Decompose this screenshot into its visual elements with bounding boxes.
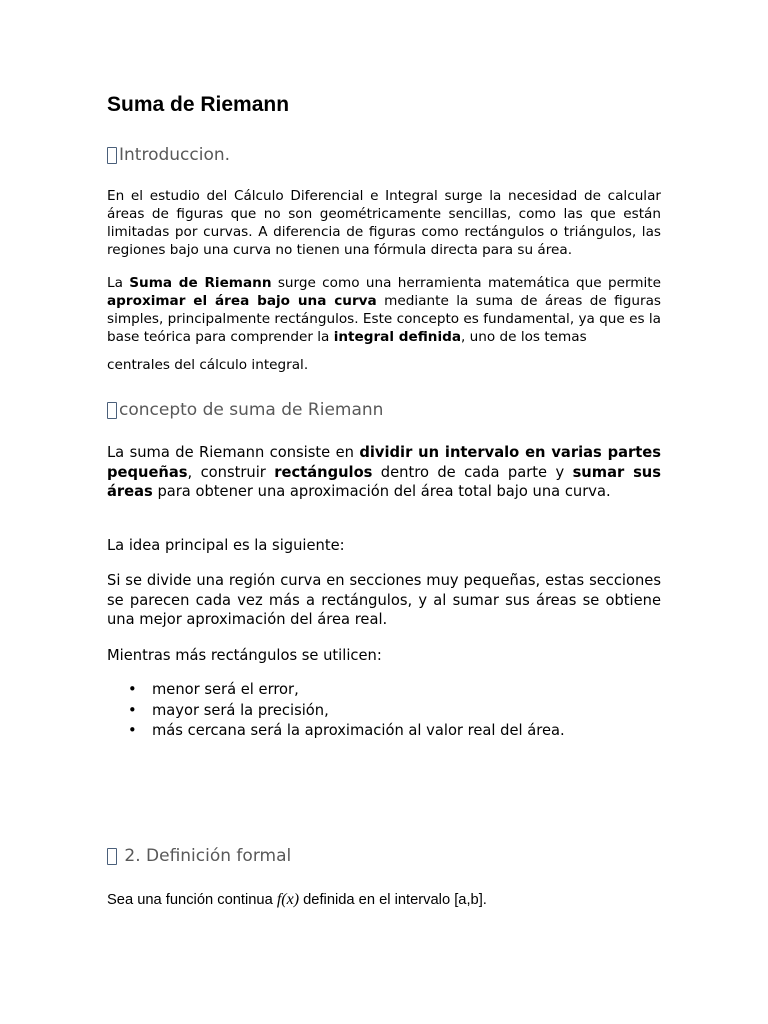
intro-paragraph-1: En el estudio del Cálculo Diferencial e Integral surge la necesidad de calcular áreas de figuras que no son geométricamente sencillas, como las que están limitadas por curvas. A diferencia de figuras como rectángulos o triángulos, las regiones bajo una curva no tienen una fórmula directa para su área. [107,188,661,258]
document-title: Suma de Riemann [107,93,290,116]
missing-glyph-icon [107,147,117,164]
emphasis-sumar-areas: sumar sus áreas [107,463,662,501]
list-item-text: mayor será la precisión, [152,701,329,719]
text-run: La [107,275,130,291]
bullet-icon: • [128,722,137,739]
concept-paragraph-4: Mientras más rectángulos se utilicen: [107,647,382,664]
section-heading-label: concepto de suma de Riemann [119,400,384,420]
missing-glyph-icon [107,848,117,865]
text-run: , construir [187,463,275,481]
emphasis-dividir-intervalo: dividir un intervalo en varias partes pequeñas [107,444,661,481]
list-item-text: más cercana será la aproximación al valor real del área. [152,722,565,739]
bullet-icon: • [128,701,137,719]
text-run: surge como una herramienta matemática que permite [271,275,662,291]
text-run: , uno de los temas [461,329,587,345]
list-item-text: menor será el error, [152,681,299,698]
section-heading-introduccion [107,143,230,167]
text-run: Sea una función continua [107,892,277,908]
concept-paragraph-2: La idea principal es la siguiente: [107,537,345,554]
precision-bullet-list [107,680,661,742]
text-run: dentro de cada parte y [372,463,573,481]
emphasis-suma-de-riemann: Suma de Riemann [129,275,272,291]
intro-paragraph-2-continuation: centrales del cálculo integral. [107,357,309,373]
text-run: para obtener una aproximación del área total bajo una curva. [152,483,611,501]
missing-glyph-icon [107,402,117,419]
list-item [107,721,661,742]
text-run: La suma de Riemann consiste en [107,444,360,461]
intro-paragraph-2 [107,274,661,346]
definition-paragraph [107,890,487,910]
emphasis-aproximar-area: aproximar el área bajo una curva [107,293,377,309]
section-heading-definicion-formal [107,844,291,868]
concept-paragraph-1 [107,443,661,502]
text-run: definida en el intervalo [a,b]. [299,892,487,908]
list-item [107,680,661,701]
section-heading-label: Introduccion. [119,145,231,165]
emphasis-rectangulos: rectángulos [274,463,373,481]
list-item [107,701,661,722]
text-run: mediante la suma de áreas de figuras simples, principalmente rectángulos. Este concepto es fundamental, ya que es la base teórica para comprender la [107,293,661,345]
function-notation: f(x) [276,891,300,908]
emphasis-integral-definida: integral definida [333,329,462,345]
concept-paragraph-3: Si se divide una región curva en secciones muy pequeñas, estas secciones se parecen cada vez más a rectángulos, y al sumar sus áreas se obtiene una mejor aproximación del área real. [107,572,661,629]
section-heading-concepto [107,398,383,422]
section-heading-label: 2. Definición formal [119,846,292,866]
bullet-icon: • [128,681,137,698]
